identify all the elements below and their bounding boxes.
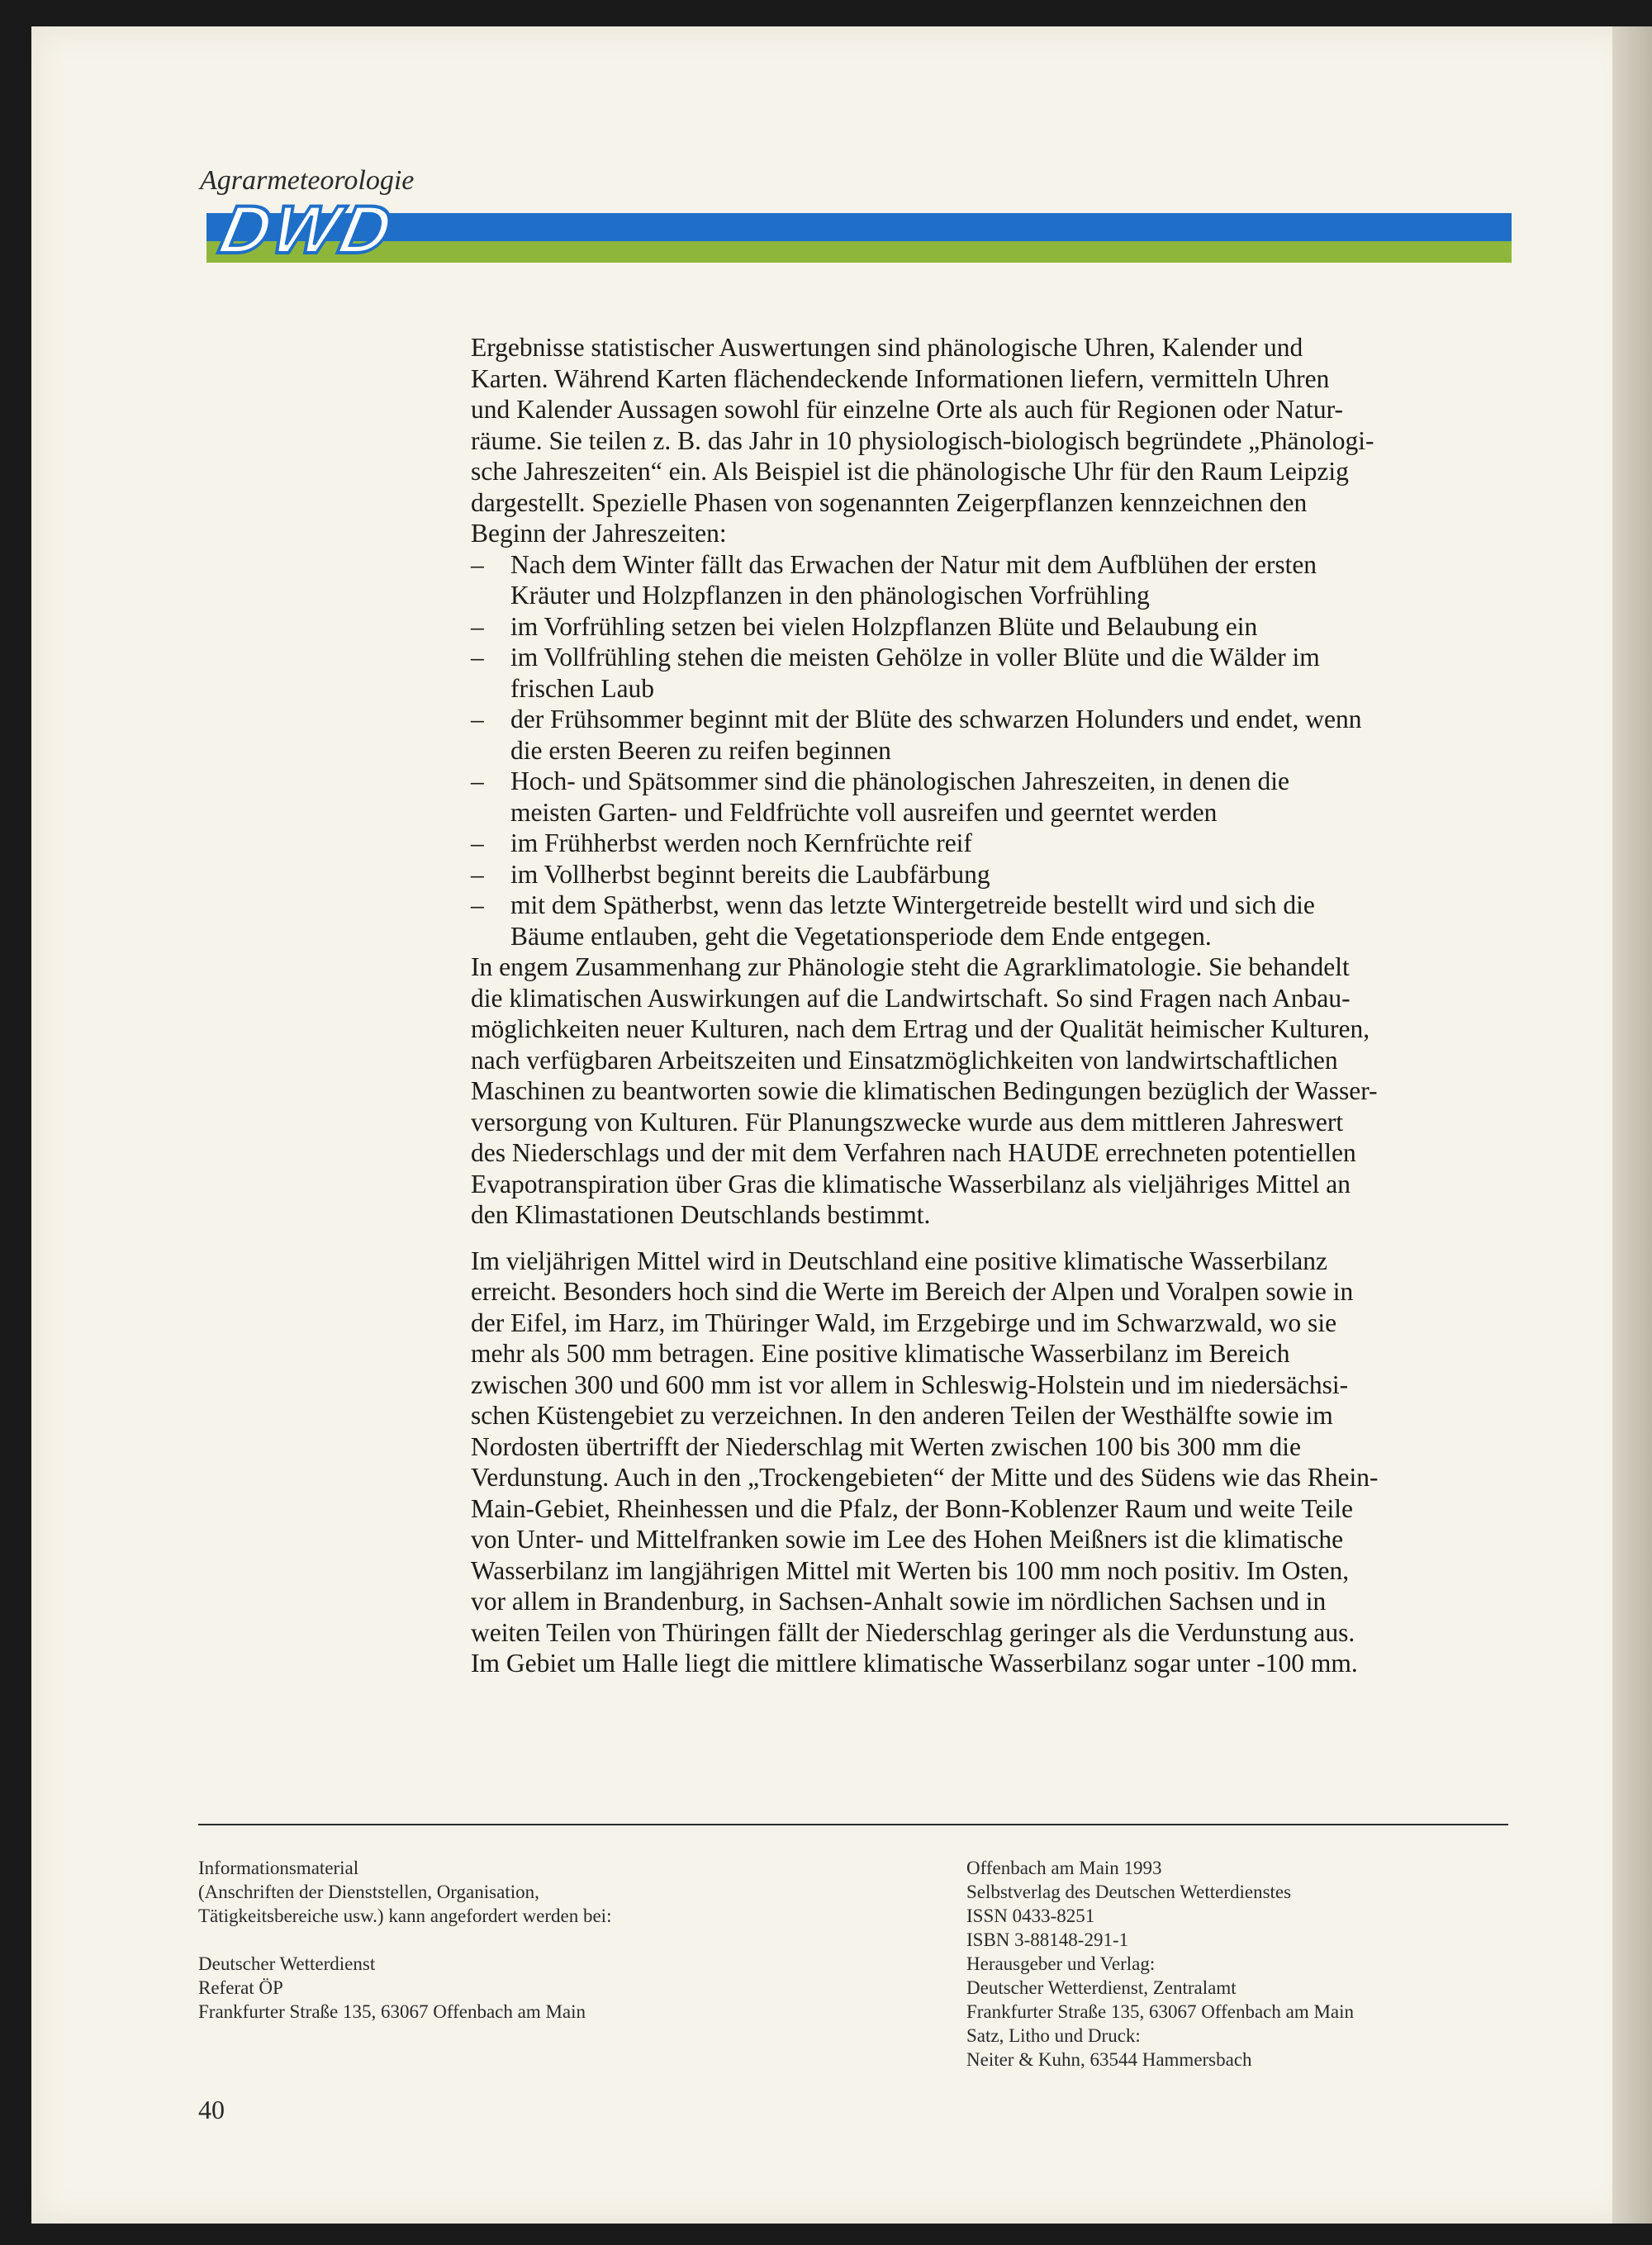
text-line: Verdunstung. Auch in den „Trockengebieten“ der Mitte und des Südens wie das Rhein-	[471, 1463, 1379, 1492]
text-line: Nordosten übertrifft der Niederschlag mit Werten zwischen 100 bis 300 mm die	[471, 1431, 1301, 1461]
text-line: schen Küstengebiet zu verzeichnen. In den anderen Teilen der Westhälfte sowie im	[471, 1401, 1333, 1430]
list-item	[471, 828, 1503, 859]
text-line: Ergebnisse statistischer Auswertungen sind phänologische Uhren, Kalender und	[471, 333, 1303, 362]
text-line: sche Jahreszeiten“ ein. Als Beispiel ist die phänologische Uhr für den Raum Leipzig	[471, 457, 1349, 486]
agroclimatology-paragraph	[471, 952, 1503, 1231]
footer-divider	[198, 1824, 1508, 1825]
footer-line: Frankfurter Straße 135, 63067 Offenbach am Main	[198, 2001, 586, 2022]
dwd-logo: DWD	[213, 192, 401, 268]
list-item	[471, 642, 1503, 704]
text-line: im Vollfrühling stehen die meisten Gehölze in voller Blüte und die Wälder im	[510, 643, 1320, 672]
text-line: Evapotranspiration über Gras die klimatische Wasserbilanz als vieljähriges Mittel an	[471, 1169, 1351, 1198]
text-line: weiten Teilen von Thüringen fällt der Niederschlag geringer als die Verdunstung aus.	[471, 1617, 1355, 1647]
bullet-dash: –	[471, 767, 484, 795]
bullet-dash: –	[471, 828, 484, 857]
bullet-dash: –	[471, 611, 484, 641]
list-item	[471, 611, 1503, 643]
text-line: Bäume entlauben, geht die Vegetationsperiode dem Ende entgegen.	[510, 921, 1212, 951]
text-line: die klimatischen Auswirkungen auf die Landwirtschaft. So sind Fragen nach Anbau-	[471, 983, 1351, 1013]
text-line: meisten Garten- und Feldfrüchte voll ausreifen und geerntet werden	[510, 797, 1218, 827]
bullet-dash: –	[471, 549, 484, 579]
text-line: im Vorfrühling setzen bei vielen Holzpflanzen Blüte und Belaubung ein	[510, 611, 1258, 641]
footer-line: ISSN 0433-8251	[966, 1906, 1095, 1926]
text-line: mit dem Spätherbst, wenn das letzte Wintergetreide bestellt wird und sich die	[510, 890, 1315, 919]
bullet-dash: –	[471, 643, 484, 672]
footer-line: Deutscher Wetterdienst	[198, 1953, 376, 1974]
bullet-dash: –	[471, 859, 484, 889]
text-line: nach verfügbaren Arbeitszeiten und Einsatzmöglichkeiten von landwirtschaftlichen	[471, 1045, 1338, 1075]
footer-info-column	[198, 1856, 776, 2024]
text-line: frischen Laub	[510, 673, 655, 703]
list-item	[471, 859, 1503, 890]
list-item	[471, 549, 1503, 611]
footer-line: Tätigkeitsbereiche usw.) kann angefordert werden bei:	[198, 1906, 612, 1926]
text-line: vor allem in Brandenburg, in Sachsen-Anhalt sowie im nördlichen Sachsen und in	[471, 1587, 1327, 1616]
water-balance-paragraph	[471, 1246, 1503, 1679]
page-number: 40	[198, 2095, 225, 2124]
text-line: Kräuter und Holzpflanzen in den phänologischen Vorfrühling	[510, 581, 1150, 610]
season-list	[471, 549, 1503, 952]
text-line: Karten. Während Karten flächendeckende Informationen liefern, vermitteln Uhren	[471, 363, 1330, 393]
text-line: Beginn der Jahreszeiten:	[471, 519, 727, 548]
list-item	[471, 766, 1503, 828]
text-line: Maschinen zu beantworten sowie die klimatischen Bedingungen bezüglich der Wasser-	[471, 1076, 1378, 1105]
text-line: Im Gebiet um Halle liegt die mittlere klimatische Wasserbilanz sogar unter -100 mm.	[471, 1649, 1358, 1678]
text-line: zwischen 300 und 600 mm ist vor allem in Schleswig-Holstein und im niedersächsi-	[471, 1369, 1349, 1399]
text-line: Main-Gebiet, Rheinhessen und die Pfalz, der Bonn-Koblenzer Raum und weite Teile	[471, 1493, 1353, 1523]
article-body	[471, 332, 1503, 1679]
footer-line: Referat ÖP	[198, 1977, 283, 1998]
list-item	[471, 704, 1503, 766]
footer-line: Informationsmaterial	[198, 1858, 359, 1878]
text-line: versorgung von Kulturen. Für Planungszwecke wurde aus dem mittleren Jahreswert	[471, 1107, 1344, 1137]
footer-line: Deutscher Wetterdienst, Zentralamt	[966, 1977, 1237, 1998]
text-line: Hoch- und Spätsommer sind die phänologischen Jahreszeiten, in denen die	[510, 767, 1290, 795]
footer-line: ISBN 3-88148-291-1	[966, 1929, 1129, 1950]
text-line: In engem Zusammenhang zur Phänologie steht die Agrarklimatologie. Sie behandelt	[471, 952, 1350, 981]
text-line: von Unter- und Mittelfranken sowie im Lee des Hohen Meißners ist die klimatische	[471, 1525, 1344, 1554]
footer-line: Neiter & Kuhn, 63544 Hammersbach	[966, 2049, 1252, 2070]
text-line: Wasserbilanz im langjährigen Mittel mit Werten bis 100 mm noch positiv. Im Osten,	[471, 1555, 1350, 1585]
footer-line: (Anschriften der Dienststellen, Organisation,	[198, 1882, 539, 1902]
text-line: erreicht. Besonders hoch sind die Werte im Bereich der Alpen und Voralpen sowie in	[471, 1277, 1354, 1306]
text-line: der Frühsommer beginnt mit der Blüte des schwarzen Holunders und endet, wenn	[510, 705, 1362, 733]
footer-line: Selbstverlag des Deutschen Wetterdienstes	[966, 1882, 1292, 1902]
text-line: der Eifel, im Harz, im Thüringer Wald, im Erzgebirge und im Schwarzwald, wo sie	[471, 1308, 1337, 1337]
text-line: des Niederschlags und der mit dem Verfahren nach HAUDE errechneten potentiellen	[471, 1138, 1356, 1167]
text-line: möglichkeiten neuer Kulturen, nach dem Ertrag und der Qualität heimischer Kulturen,	[471, 1014, 1370, 1043]
footer-line: Satz, Litho und Druck:	[966, 2025, 1141, 2046]
text-line: im Vollherbst beginnt bereits die Laubfärbung	[510, 859, 990, 889]
footer-line: Herausgeber und Verlag:	[966, 1953, 1156, 1974]
footer-imprint-column	[966, 1856, 1545, 2072]
bullet-dash: –	[471, 890, 484, 919]
text-line: Im vieljährigen Mittel wird in Deutschland eine positive klimatische Wasserbilanz	[471, 1246, 1327, 1275]
text-line: räume. Sie teilen z. B. das Jahr in 10 physiologisch-biologisch begründete „Phänologi-	[471, 425, 1374, 455]
section-label: Agrarmeteorologie	[200, 165, 415, 196]
header-bar-green	[206, 241, 1512, 263]
list-item	[471, 890, 1503, 952]
adjacent-page-edge	[1612, 26, 1652, 2224]
footer-line: Frankfurter Straße 135, 63067 Offenbach am Main	[966, 2001, 1355, 2022]
text-line: mehr als 500 mm betragen. Eine positive klimatische Wasserbilanz im Bereich	[471, 1339, 1290, 1368]
text-line: Nach dem Winter fällt das Erwachen der Natur mit dem Aufblühen der ersten	[510, 549, 1317, 579]
text-line: dargestellt. Spezielle Phasen von sogenannten Zeigerpflanzen kennzeichnen den	[471, 487, 1308, 517]
text-line: im Frühherbst werden noch Kernfrüchte reif	[510, 828, 972, 857]
text-line: die ersten Beeren zu reifen beginnen	[510, 735, 891, 765]
intro-paragraph	[471, 332, 1503, 549]
text-line: und Kalender Aussagen sowohl für einzelne Orte als auch für Regionen oder Natur-	[471, 395, 1344, 424]
footer-line: Offenbach am Main 1993	[966, 1858, 1162, 1878]
bullet-dash: –	[471, 705, 484, 733]
text-line: den Klimastationen Deutschlands bestimmt.	[471, 1200, 931, 1229]
